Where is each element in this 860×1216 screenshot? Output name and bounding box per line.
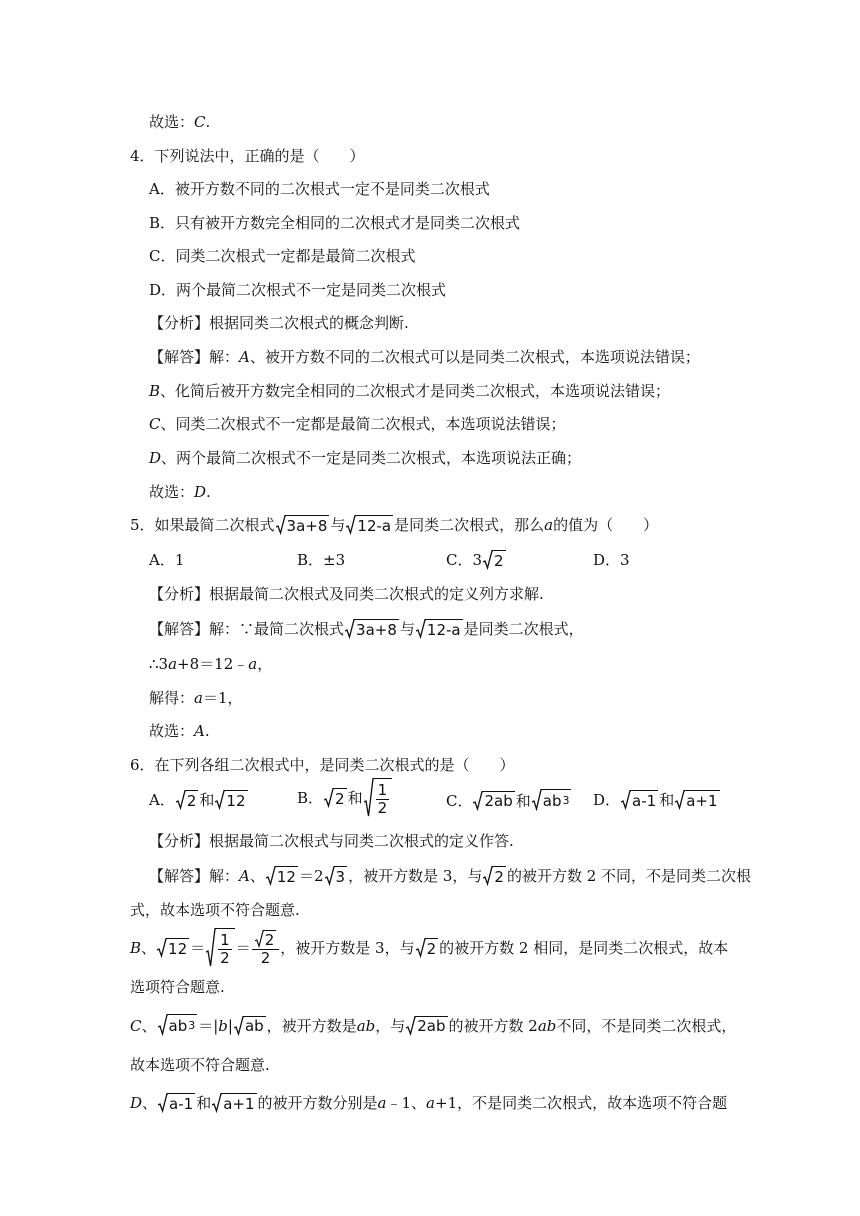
result-text: 解得： — [149, 689, 195, 707]
radical — [416, 619, 463, 639]
radical-sign-icon — [532, 789, 542, 811]
radicand: ab — [168, 1017, 188, 1035]
variable: ab — [537, 1016, 557, 1035]
q6-solution-a-cont — [130, 899, 300, 921]
q5-option-b-text: B．±3 — [297, 551, 346, 569]
q5-option-b — [297, 549, 345, 571]
radicand: 2 — [494, 551, 504, 570]
q4-solution-b — [149, 380, 670, 402]
solution-text: ＝| — [198, 1016, 219, 1035]
radical-sign-icon — [255, 930, 264, 948]
q4-stem-text: 4．下列说法中，正确的是（ ） — [130, 147, 365, 165]
q4-option-a-text: A．被开方数不同的二次根式一定不是同类二次根式 — [149, 180, 490, 198]
q5-stem-text: 的值为（ ） — [553, 516, 659, 534]
option-label: C． — [446, 791, 473, 810]
radical — [406, 1016, 447, 1036]
answer-label: 故选： — [149, 483, 195, 501]
q4-solution-d — [149, 447, 581, 469]
radicand: ab — [244, 1017, 264, 1035]
radical — [158, 1014, 198, 1037]
solution-text: ，被开方数是 3，与 — [348, 867, 483, 885]
answer-label: 故选： — [149, 113, 195, 131]
option-label: B． — [297, 789, 324, 807]
option-letter: A — [239, 867, 250, 885]
solution-text: 、 — [142, 1094, 158, 1112]
solution-text: ，与 — [375, 1016, 406, 1035]
q6-solution-b-cont — [130, 976, 225, 998]
exponent: 3 — [562, 794, 570, 807]
answer-value: C — [194, 113, 206, 131]
solution-text: 、被开方数不同的二次根式可以是同类二次根式，本选项说法错误； — [249, 348, 700, 366]
radicand: 2 — [264, 930, 275, 949]
answer-value: A — [194, 722, 205, 740]
equation-text: +8＝12﹣ — [177, 655, 249, 673]
solution-text: ，被开方数是 3，与 — [280, 939, 415, 957]
q4-option-d-text: D．两个最简二次根式不一定是同类二次根式 — [149, 281, 447, 299]
variable: ab — [356, 1016, 376, 1035]
radical — [346, 515, 393, 535]
option-letter: A — [239, 348, 250, 366]
radical — [324, 788, 347, 808]
q4-stem — [130, 145, 365, 167]
radical — [483, 866, 506, 886]
q5-analysis — [149, 583, 544, 605]
analysis-tag: 【分析】 — [149, 832, 210, 850]
q6-solution-d — [130, 1092, 727, 1114]
denominator: 2 — [260, 948, 271, 967]
solution-text: 、 — [249, 867, 265, 885]
q6-stem-text: 6．在下列各组二次根式中，是同类二次根式的是（ ） — [130, 756, 515, 774]
radicand: 2 — [426, 939, 437, 958]
solution-text: 解：∵最简二次根式 — [209, 620, 345, 638]
q4-solution-c — [149, 413, 566, 435]
q6-stem — [130, 754, 515, 776]
radical-sign-icon — [234, 1016, 244, 1036]
variable: a — [377, 1094, 387, 1112]
solution-text: 、两个最简二次根式不一定是同类二次根式，本选项说法正确； — [161, 449, 582, 467]
q6-solution-b — [130, 928, 728, 968]
radicand: a-1 — [632, 791, 657, 810]
solution-tag: 【解答】 — [149, 867, 210, 885]
radical-sign-icon — [176, 790, 186, 810]
q4-solution-a — [149, 346, 700, 368]
radicand: a+1 — [686, 791, 718, 810]
solution-text: | — [227, 1016, 233, 1035]
q5-stem — [130, 514, 658, 536]
q5-stem-text: 5．如果最简二次根式 — [130, 516, 275, 534]
option-letter: B — [130, 939, 142, 957]
solution-text: ＝ — [235, 939, 251, 957]
radical-sign-icon — [266, 866, 276, 886]
radical — [266, 866, 298, 886]
denominator: 2 — [377, 799, 388, 817]
q4-option-b — [149, 212, 520, 234]
q4-answer — [149, 481, 211, 503]
option-label: D． — [593, 791, 621, 809]
q6-analysis — [149, 830, 514, 852]
variable: a — [426, 1094, 435, 1112]
solution-text: 的被开方数 2 不同，不是同类二次根 — [506, 867, 752, 885]
numerator: 1 — [220, 931, 230, 949]
radical-sign-icon — [621, 790, 631, 810]
q6-solution-c — [130, 1014, 736, 1037]
solution-text: 与 — [399, 620, 415, 638]
analysis-text: 根据最简二次根式及同类二次根式的定义列方求解. — [209, 585, 544, 603]
radical — [234, 1016, 266, 1036]
radical-sign-icon — [276, 515, 286, 535]
analysis-text: 根据同类二次根式的概念判断. — [209, 314, 409, 332]
solution-text: 解： — [209, 867, 240, 885]
radicand: a-1 — [169, 1094, 194, 1113]
variable: a — [168, 655, 178, 673]
connector-text: 和 — [199, 791, 215, 809]
q5-option-a — [149, 549, 184, 571]
radicand: 12 — [168, 939, 188, 958]
analysis-text: 根据最简二次根式与同类二次根式的定义作答. — [209, 832, 514, 850]
solution-tag: 【解答】 — [149, 620, 210, 638]
radical-sign-icon — [206, 928, 216, 968]
answer-period: . — [204, 722, 210, 740]
radical-fraction — [364, 778, 393, 818]
solution-text: 不同，不是同类二次根式， — [556, 1016, 737, 1035]
radicand: 3 — [335, 867, 346, 886]
q5-option-c — [446, 549, 507, 571]
radicand: 2 — [186, 791, 197, 810]
option-letter: D — [149, 449, 162, 467]
radical-sign-icon — [364, 778, 374, 818]
solution-text: ，被开方数是 — [266, 1016, 357, 1035]
radical — [345, 619, 399, 639]
option-letter: B — [149, 382, 161, 400]
answer-period: . — [205, 113, 211, 131]
radicand: 12-a — [357, 516, 392, 535]
solution-text: 、 — [141, 939, 157, 957]
q6-option-d — [593, 789, 721, 811]
radical — [157, 938, 189, 958]
radical-sign-icon — [345, 619, 355, 639]
fraction — [376, 782, 390, 817]
solution-text: 是同类二次根式， — [463, 620, 584, 638]
option-label: A． — [149, 791, 175, 809]
radical — [416, 938, 439, 958]
radical-sign-icon — [416, 619, 426, 639]
radicand: 2ab — [417, 1017, 446, 1035]
solution-text: 的被开方数分别是 — [257, 1094, 378, 1112]
denominator: 2 — [220, 949, 230, 967]
solution-text: 、化简后被开方数完全相同的二次根式才是同类二次根式，本选项说法错误； — [160, 382, 671, 400]
solution-text: +1，不是同类二次根式，故本选项不符合题 — [435, 1094, 728, 1112]
connector-text: 和 — [347, 789, 363, 807]
connector-text: 和 — [515, 791, 531, 810]
radical-sign-icon — [157, 938, 167, 958]
option-letter: C — [149, 415, 161, 433]
radical-sign-icon — [325, 866, 335, 886]
radical-sign-icon — [212, 1093, 222, 1113]
q4-analysis — [149, 312, 409, 334]
q4-option-d — [149, 279, 446, 301]
solution-text: ＝ — [190, 939, 206, 957]
solution-text: 的被开方数 2 — [448, 1016, 538, 1035]
radical-sign-icon — [324, 788, 334, 808]
analysis-tag: 【分析】 — [149, 314, 210, 332]
radical-sign-icon — [483, 866, 493, 886]
answer-value: D — [194, 483, 207, 501]
radical — [473, 791, 514, 811]
prev-answer-line — [149, 111, 210, 133]
q4-option-b-text: B．只有被开方数完全相同的二次根式才是同类二次根式 — [149, 214, 521, 232]
q5-solution — [149, 618, 584, 640]
equation-text: ∴3 — [149, 655, 169, 673]
solution-tag: 【解答】 — [149, 348, 210, 366]
radical — [255, 930, 277, 949]
variable: a — [248, 655, 258, 673]
radical-sign-icon — [158, 1093, 168, 1113]
radical-sign-icon — [346, 515, 356, 535]
analysis-tag: 【分析】 — [149, 585, 210, 603]
q6-option-c — [446, 789, 572, 812]
radicand: ab — [542, 792, 562, 810]
q5-answer — [149, 720, 210, 742]
q5-equation — [149, 653, 272, 675]
radical-sign-icon — [416, 938, 426, 958]
radical-sign-icon — [215, 790, 225, 810]
q4-option-c — [149, 245, 415, 267]
solution-text: 选项符合题意. — [130, 978, 225, 996]
equation-text: ， — [257, 655, 273, 673]
radical — [483, 550, 506, 570]
radical-sign-icon — [158, 1014, 168, 1036]
radical — [325, 866, 348, 886]
radicand: 12 — [276, 867, 296, 886]
connector-text: 和 — [659, 791, 675, 809]
radical — [176, 790, 199, 810]
radical — [675, 790, 719, 810]
q4-option-a — [149, 178, 490, 200]
radical-fraction — [206, 928, 235, 968]
radical-sign-icon — [675, 790, 685, 810]
q6-solution-c-cont — [130, 1054, 270, 1076]
answer-period: . — [206, 483, 211, 501]
radical — [621, 790, 658, 810]
solution-text: 式，故本选项不符合题意. — [130, 901, 300, 919]
q5-option-d — [593, 549, 630, 571]
radical-sign-icon — [406, 1016, 416, 1036]
radicand: 2 — [335, 789, 345, 808]
variable: a — [544, 516, 554, 534]
q5-stem-text: 是同类二次根式，那么 — [394, 516, 545, 534]
result-text: ＝1， — [202, 689, 243, 707]
exponent: 3 — [188, 1019, 196, 1032]
q5-option-c-text: C．3 — [446, 551, 483, 569]
radicand: 2ab — [484, 792, 513, 810]
radicand: 3a+8 — [286, 516, 328, 535]
q5-option-d-text: D．3 — [593, 551, 630, 569]
radical — [212, 1093, 256, 1113]
solution-text: 故本选项不符合题意. — [130, 1056, 270, 1074]
q5-result — [149, 687, 243, 709]
q5-stem-text: 与 — [330, 516, 346, 534]
radicand: 12 — [226, 791, 246, 810]
solution-text: 、 — [141, 1016, 157, 1035]
variable: b — [218, 1016, 228, 1035]
radical — [215, 790, 247, 810]
q4-option-c-text: C．同类二次根式一定都是最简二次根式 — [149, 247, 416, 265]
q6-solution-a — [149, 865, 751, 887]
radical-sign-icon — [483, 550, 493, 570]
radicand: 2 — [494, 867, 504, 886]
solution-text: 、同类二次根式不一定都是最简二次根式，本选项说法错误； — [160, 415, 566, 433]
solution-text: 和 — [196, 1094, 212, 1112]
radical-sign-icon — [473, 791, 483, 811]
variable: a — [194, 689, 203, 707]
radical — [158, 1093, 195, 1113]
option-letter: C — [130, 1016, 142, 1035]
radicand: 3a+8 — [356, 620, 397, 639]
fraction — [252, 930, 280, 967]
solution-text: ＝2 — [298, 867, 324, 885]
radical — [276, 515, 330, 535]
fraction — [218, 932, 232, 967]
radicand: a+1 — [223, 1094, 255, 1113]
numerator: 1 — [377, 781, 388, 799]
q6-option-a — [149, 789, 249, 811]
radicand: 12-a — [426, 620, 461, 639]
solution-prefix: 解： — [209, 348, 240, 366]
q6-option-b — [297, 778, 393, 818]
answer-label: 故选： — [149, 722, 195, 740]
solution-text: 的被开方数 2 相同，是同类二次根式，故本 — [439, 939, 729, 957]
option-letter: D — [130, 1094, 143, 1112]
q5-option-a-text: A．1 — [149, 551, 185, 569]
radical — [532, 789, 572, 812]
solution-text: ﹣1、 — [386, 1094, 427, 1112]
